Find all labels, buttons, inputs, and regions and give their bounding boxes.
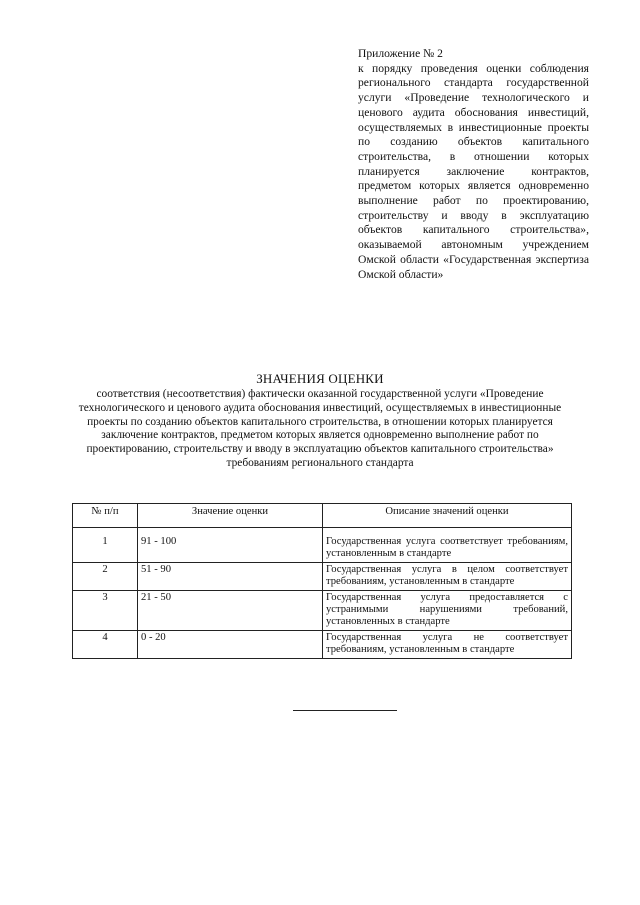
table-row (73, 590, 572, 630)
row-num: 2 (73, 562, 138, 590)
appendix-text: к порядку проведения оценки соблюдения регионального стандарта государственной услуги «Проведение технологического и ценового аудита обоснования инвестиций, осуществляемых в инвестиционные проекты по созданию объектов капитального строительства, в отношении которых планируется заключение контрактов, предметом которых является одновременно выполнение работ по проектированию, строительству и вводу в эксплуатацию объектов капитального строительства», оказываемой автономным учреждением Омской области «Государственная экспертиза Омской области» (358, 61, 589, 281)
row-description: Государственная услуга соответствует требованиям, установленным в стандарте (323, 528, 572, 563)
table-header-row (73, 504, 572, 528)
header-num: № п/п (73, 504, 138, 528)
appendix-number: Приложение № 2 (358, 47, 443, 60)
document-subtitle: соответствия (несоответствия) фактически оказанной государственной услуги «Проведение технологического и ценового аудита обоснования инвестиций, осуществляемых в инвестиционные проекты по созданию объектов капитального строительства, в отношении которых планируется заключение контрактов, предметом которых является одновременно выполнение работ по проектированию, строительству и вводу в эксплуатацию объектов капитального строительства» требованиям регионального стандарта (78, 388, 562, 469)
row-num: 3 (73, 590, 138, 630)
title-block (60, 370, 580, 471)
row-num: 1 (73, 528, 138, 563)
row-description: Государственная услуга в целом соответствует требованиям, установленным в стандарте (323, 562, 572, 590)
row-num: 4 (73, 630, 138, 658)
row-value: 21 - 50 (138, 590, 323, 630)
row-description: Государственная услуга не соответствует требованиям, установленным в стандарте (323, 630, 572, 658)
header-value: Значение оценки (138, 504, 323, 528)
signoff-line (293, 710, 397, 711)
scores-table (72, 503, 572, 659)
row-value: 0 - 20 (138, 630, 323, 658)
row-description: Государственная услуга предоставляется с устранимыми нарушениями требований, установленных в стандарте (323, 590, 572, 630)
row-value: 91 - 100 (138, 528, 323, 563)
header-description: Описание значений оценки (323, 504, 572, 528)
table-body (73, 528, 572, 659)
row-value: 51 - 90 (138, 562, 323, 590)
document-title: ЗНАЧЕНИЯ ОЦЕНКИ (256, 371, 384, 386)
appendix-block (358, 47, 589, 282)
table-header (73, 504, 572, 528)
table-row (73, 630, 572, 658)
table-row (73, 528, 572, 563)
table-row (73, 562, 572, 590)
